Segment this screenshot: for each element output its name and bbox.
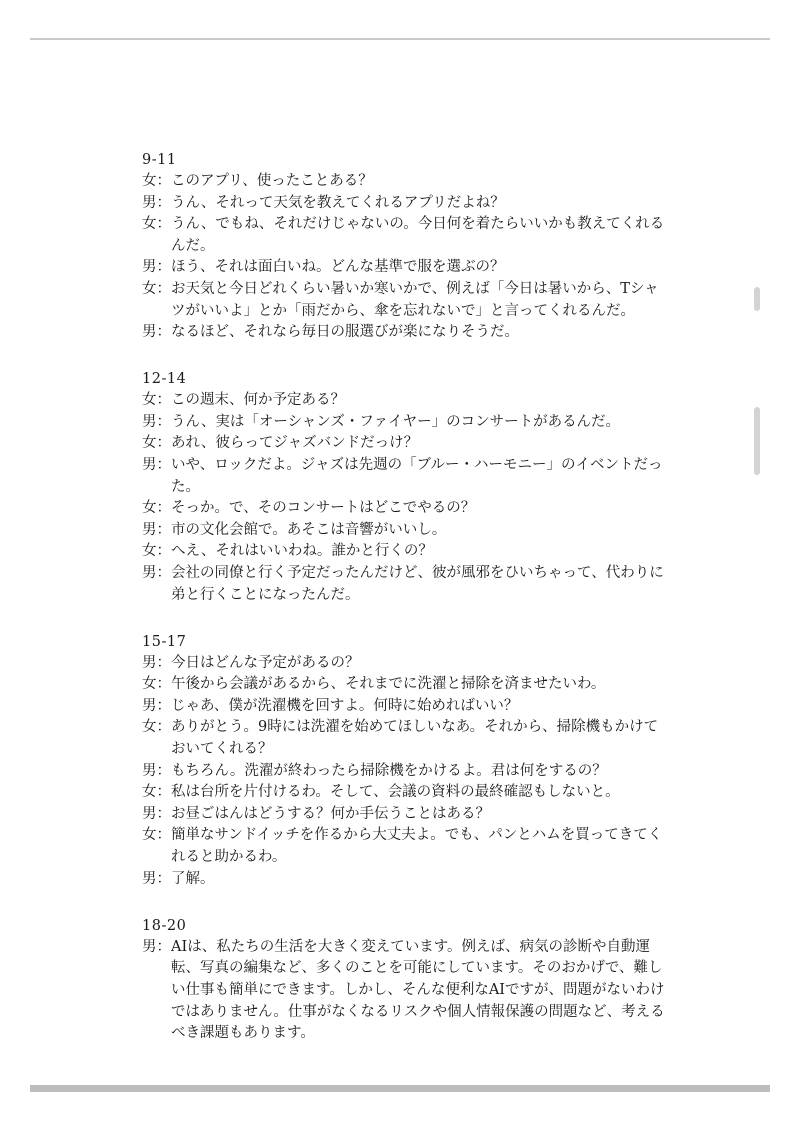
utterance-text: このアプリ、使ったことある？ (171, 173, 373, 189)
speaker-label: 男： (142, 697, 171, 714)
dialogue-line (142, 674, 672, 696)
scroll-indicator-upper[interactable] (754, 287, 760, 311)
speaker-label: 女： (142, 392, 171, 409)
utterance-text: へえ、それはいいわね。誰かと行くの？ (171, 543, 433, 560)
utterance-text: 今日はどんな予定があるの？ (171, 654, 360, 671)
utterance-text: ほう、それは面白いね。どんな基準で服を選ぶの？ (171, 259, 505, 276)
utterance-text: なるほど、それなら毎日の服選びが楽になりそうだ。 (171, 324, 519, 341)
speaker-label: 女： (142, 543, 171, 560)
scroll-indicator-lower[interactable] (754, 407, 760, 475)
speaker-label: 男： (142, 762, 171, 779)
dialogue-section (142, 916, 672, 1045)
dialogue-line (142, 563, 672, 606)
speaker-label: 女： (142, 500, 171, 517)
utterance-text: 私は台所を片付けるわ。そして、会議の資料の最終確認もしないと。 (171, 784, 620, 801)
dialogue-line (142, 804, 672, 826)
dialogue-section (142, 150, 672, 344)
speaker-label: 男： (142, 521, 171, 538)
dialogue-line (142, 390, 672, 412)
dialogue-line (142, 455, 672, 498)
speaker-label: 男： (142, 870, 171, 887)
section-number: 18-20 (142, 917, 187, 934)
dialogue-line (142, 653, 672, 675)
dialogue-line (142, 696, 672, 718)
utterance-text: お天気と今日どれくらい暑いか寒いかで、例えば「今日は暑いから、Tシャツがいいよ」とか「雨だから、傘を忘れないで」と言ってくれるんだ。 (171, 280, 659, 319)
speaker-label: 男： (142, 259, 171, 276)
utterance-text: 簡単なサンドイッチを作るから大丈夫よ。でも、パンとハムを買ってきてくれると助かるわ。 (171, 827, 663, 866)
section-number: 9-11 (142, 152, 177, 168)
dialogue-line (142, 171, 672, 193)
dialogue-line (142, 937, 672, 1045)
dialogue-line (142, 279, 672, 322)
speaker-label: 女： (142, 719, 171, 736)
dialogue-section (142, 632, 672, 891)
utterance-text: あれ、彼らってジャズバンドだっけ？ (171, 435, 419, 452)
dialogue-section (142, 369, 672, 606)
section-number: 12-14 (142, 371, 187, 388)
utterance-text: AIは、私たちの生活を大きく変えています。例えば、病気の診断や自動運転、写真の編集など、多くのことを可能にしています。そのおかげで、難しい仕事も簡単にできます。しかし、そんな便利なAIですが、問題がないわけではありません。仕事がなくなるリスクや個人情報保護の問題など、考えるべき課題もあります。 (171, 938, 665, 1042)
dialogue-line (142, 782, 672, 804)
utterance-text: 市の文化会館で。あそこは音響がいいし。 (171, 521, 447, 538)
dialogue-line (142, 193, 672, 215)
speaker-label: 男： (142, 457, 171, 474)
utterance-text: いや、ロックだよ。ジャズは先週の「ブルー・ハーモニー」のイベントだった。 (171, 457, 663, 495)
speaker-label: 女： (142, 784, 171, 801)
dialogue-line (142, 498, 672, 520)
dialogue-line (142, 257, 672, 279)
dialogue-line (142, 761, 672, 783)
dialogue-line (142, 717, 672, 760)
speaker-label: 女： (142, 280, 171, 297)
speaker-label: 男： (142, 805, 171, 822)
speaker-label: 女： (142, 173, 171, 189)
utterance-text: じゃあ、僕が洗濯機を回すよ。何時に始めればいい？ (171, 697, 519, 714)
speaker-label: 女： (142, 676, 171, 693)
top-divider (30, 38, 770, 40)
dialogue-line (142, 433, 672, 455)
utterance-text: ありがとう。9時には洗濯を始めてほしいなあ。それから、掃除機もかけておいてくれる？ (171, 719, 659, 758)
utterance-text: うん、でもね、それだけじゃないの。今日何を着たらいいかも教えてくれるんだ。 (171, 216, 665, 254)
dialogue-line (142, 825, 672, 868)
dialogue-line (142, 541, 672, 563)
speaker-label: 女： (142, 216, 171, 233)
utterance-text: うん、実は「オーシャンズ・ファイヤー」のコンサートがあるんだ。 (171, 413, 621, 430)
dialogue-line (142, 214, 672, 257)
speaker-label: 女： (142, 435, 171, 452)
dialogue-line (142, 520, 672, 542)
dialogue-line (142, 412, 672, 434)
speaker-label: 男： (142, 413, 171, 430)
utterance-text: そっか。で、そのコンサートはどこでやるの？ (171, 500, 476, 517)
speaker-label: 男： (142, 938, 171, 955)
utterance-text: お昼ごはんはどうする？何か手伝うことはある？ (171, 805, 490, 822)
speaker-label: 男： (142, 324, 171, 341)
utterance-text: この週末、何か予定ある？ (171, 392, 345, 409)
utterance-text: 午後から会議があるから、それまでに洗濯と掃除を済ませたいわ。 (171, 676, 606, 693)
utterance-text: 会社の同僚と行く予定だったんだけど、彼が風邪をひいちゃって、代わりに弟と行くことになったんだ。 (171, 565, 664, 603)
utterance-text: もちろん。洗濯が終わったら掃除機をかけるよ。君は何をするの？ (171, 762, 607, 779)
speaker-label: 男： (142, 194, 171, 211)
dialogue-line (142, 322, 672, 344)
bottom-divider (30, 1085, 770, 1092)
document-page (142, 150, 672, 1070)
section-number: 15-17 (142, 633, 187, 650)
speaker-label: 女： (142, 827, 171, 844)
dialogue-line (142, 869, 672, 891)
utterance-text: うん、それって天気を教えてくれるアプリだよね？ (171, 194, 505, 211)
speaker-label: 男： (142, 654, 171, 671)
speaker-label: 男： (142, 565, 171, 581)
utterance-text: 了解。 (171, 870, 215, 887)
